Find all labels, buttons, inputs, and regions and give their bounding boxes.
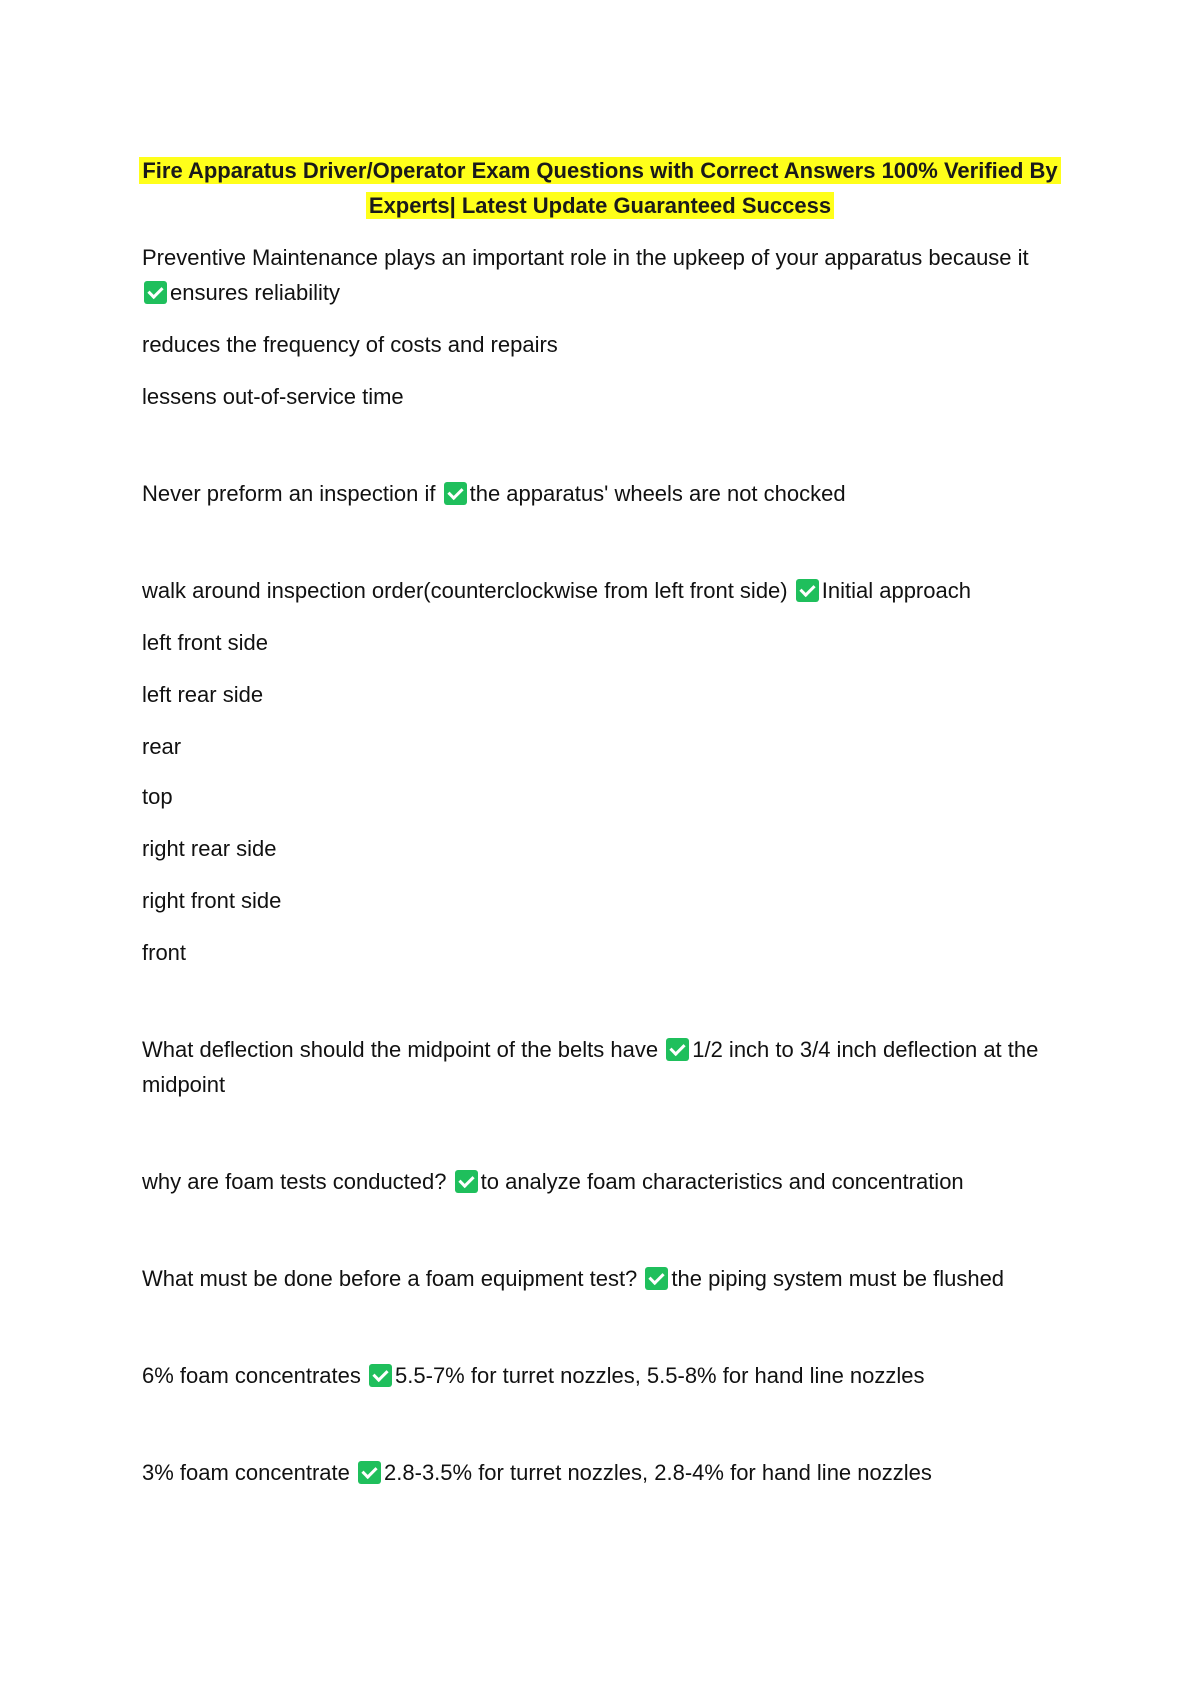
checkmark-icon — [144, 281, 167, 304]
answer-text: to analyze foam characteristics and concentration — [480, 1169, 964, 1194]
question-line — [142, 476, 1072, 511]
answer-extra: rear — [142, 734, 182, 759]
answer-extra: right rear side — [142, 836, 277, 861]
question-line — [142, 1164, 1072, 1199]
answer-extra: left rear side — [142, 682, 264, 707]
question-text: Preventive Maintenance plays an important role in the upkeep of your apparatus because it — [142, 245, 1029, 270]
checkmark-icon — [369, 1364, 392, 1387]
qa-item — [142, 1455, 1072, 1490]
question-text: What deflection should the midpoint of the belts have — [142, 1037, 659, 1062]
document-title — [130, 153, 1070, 223]
question-line — [142, 1261, 1072, 1296]
question-text: walk around inspection order(counterclockwise from left front side) — [142, 578, 788, 603]
question-line — [142, 573, 1072, 608]
answer-extra: top — [142, 784, 173, 809]
question-text: What must be done before a foam equipment test? — [142, 1266, 638, 1291]
answer-extra: left front side — [142, 630, 268, 655]
checkmark-icon — [666, 1038, 689, 1061]
answer-text: 1/2 inch to 3/4 inch deflection at the — [692, 1037, 1039, 1062]
title-line-1: Fire Apparatus Driver/Operator Exam Questions with Correct Answers 100% Verified By — [139, 157, 1060, 184]
checkmark-icon — [645, 1267, 668, 1290]
qa-list — [142, 240, 1072, 1490]
title-line-2: Experts| Latest Update Guaranteed Success — [366, 192, 834, 219]
answer-text: Initial approach — [821, 578, 971, 603]
question-line — [142, 1358, 1072, 1393]
answer-text: 5.5-7% for turret nozzles, 5.5-8% for hand line nozzles — [395, 1363, 925, 1388]
question-text: Never preform an inspection if — [142, 481, 436, 506]
answer-text: ensures reliability — [170, 280, 340, 305]
qa-item — [142, 240, 1072, 414]
answer-extra: reduces the frequency of costs and repairs — [142, 332, 558, 357]
answer-extra: right front side — [142, 888, 282, 913]
question-text: 6% foam concentrates — [142, 1363, 361, 1388]
question-text: 3% foam concentrate — [142, 1460, 350, 1485]
checkmark-icon — [358, 1461, 381, 1484]
answer-text: 2.8-3.5% for turret nozzles, 2.8-4% for hand line nozzles — [384, 1460, 932, 1485]
checkmark-icon — [796, 579, 819, 602]
qa-item — [142, 1032, 1072, 1102]
answer-extra: lessens out-of-service time — [142, 384, 404, 409]
answer-text: the piping system must be flushed — [671, 1266, 1005, 1291]
answer-line — [142, 275, 1072, 310]
question-text: why are foam tests conducted? — [142, 1169, 447, 1194]
checkmark-icon — [455, 1170, 478, 1193]
qa-item — [142, 1261, 1072, 1296]
qa-item — [142, 1358, 1072, 1393]
question-line — [142, 1032, 1072, 1067]
answer-text: the apparatus' wheels are not chocked — [469, 481, 846, 506]
checkmark-icon — [444, 482, 467, 505]
question-line — [142, 1455, 1072, 1490]
answer-extra: front — [142, 940, 187, 965]
answer-continuation: midpoint — [142, 1072, 226, 1097]
qa-item — [142, 1164, 1072, 1199]
qa-item — [142, 573, 1072, 970]
qa-item — [142, 476, 1072, 511]
